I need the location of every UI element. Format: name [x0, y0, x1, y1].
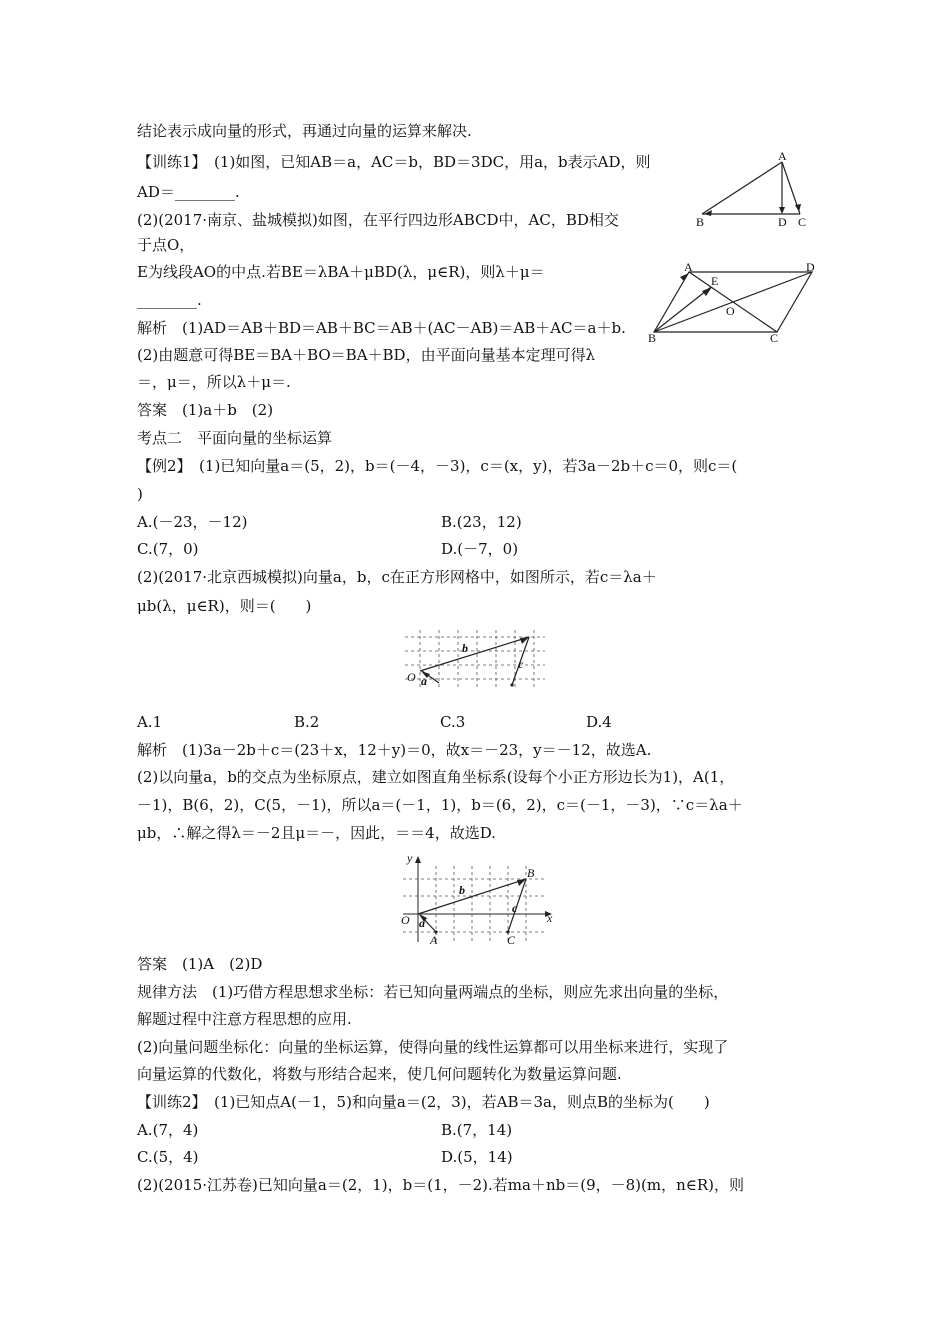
grid-figure — [400, 625, 550, 695]
triangle-figure — [692, 150, 822, 230]
text-line: 【训练2】 (1)已知点A(－1，5)和向量a＝(2，3)，若AB＝3a，则点B的坐标为( ) — [137, 1093, 710, 1111]
text-line: AD＝________. — [137, 183, 240, 201]
point-label: D — [778, 215, 787, 229]
text-line: μb(λ，μ∈R)，则＝( ) — [137, 597, 312, 615]
point-label: B — [527, 866, 535, 880]
vector-label: b — [462, 641, 468, 655]
option-d: D.4 — [586, 713, 612, 731]
option-d: D.(－7，0) — [441, 540, 519, 558]
text-line: (2)由题意可得BE＝BA＋BO＝BA＋BD，由平面向量基本定理可得λ — [137, 346, 596, 364]
text-line: ) — [137, 485, 143, 503]
text-line: 结论表示成向量的形式，再通过向量的运算来解决. — [137, 122, 472, 140]
point-label: O — [726, 304, 735, 318]
section-heading: 考点二 平面向量的坐标运算 — [137, 429, 333, 447]
text-line: 解题过程中注意方程思想的应用. — [137, 1010, 352, 1028]
option-a: A.(－23，－12) — [137, 513, 248, 531]
option-d: D.(5，14) — [441, 1148, 513, 1166]
parallelogram-figure — [644, 260, 824, 348]
option-b: B.(23，12) — [441, 513, 522, 531]
option-c: C.(7，0) — [137, 540, 199, 558]
text-line: E为线段AO的中点.若BE＝λBA＋μBD(λ，μ∈R)，则λ＋μ＝ — [137, 263, 545, 281]
option-a: A.(7，4) — [137, 1121, 199, 1139]
point-label: B — [696, 215, 705, 229]
axis-label: x — [547, 911, 553, 925]
option-b: B.(7，14) — [441, 1121, 513, 1139]
text-line: ＝，μ＝，所以λ＋μ＝. — [137, 373, 291, 391]
text-line: (2)以向量a，b的交点为坐标原点，建立如图直角坐标系(设每个小正方形边长为1)，A(1， — [137, 768, 735, 786]
point-label: C — [798, 215, 807, 229]
point-label: A — [778, 150, 787, 163]
answer-line: 答案 (1)a＋b (2) — [137, 401, 274, 419]
vector-label: a — [421, 674, 427, 688]
text-line: ________. — [137, 291, 202, 309]
text-line: (2)(2017·南京、盐城模拟)如图，在平行四边形ABCD中，AC，BD相交 — [137, 211, 619, 229]
text-line: μb，∴解之得λ＝－2且μ＝－，因此，＝＝4，故选D. — [137, 824, 496, 842]
text-line: 【训练1】 (1)如图，已知AB＝a，AC＝b，BD＝3DC，用a，b表示AD，则 — [137, 153, 651, 171]
point-label: O — [407, 670, 416, 684]
text-line: 向量运算的代数化，将数与形结合起来，使几何问题转化为数量运算问题. — [137, 1065, 622, 1083]
text-line: 于点O， — [137, 236, 195, 254]
text-line: (2)向量问题坐标化：向量的坐标运算，使得向量的线性运算都可以用坐标来进行，实现了 — [137, 1038, 729, 1056]
text-line: 规律方法 (1)巧借方程思想求坐标：若已知向量两端点的坐标，则应先求出向量的坐标， — [137, 983, 729, 1001]
answer-line: 答案 (1)A (2)D — [137, 955, 263, 973]
text-line: (2)(2015·江苏卷)已知向量a＝(2，1)，b＝(1，－2).若ma＋nb＝(9，－8)(m，n∈R)，则 — [137, 1176, 744, 1194]
text-line: 解析 (1)AD＝AB＋BD＝AB＋BC＝AB＋(AC－AB)＝AB＋AC＝a＋b. — [137, 319, 626, 337]
option-b: B.2 — [294, 713, 320, 731]
text-line: (2)(2017·北京西城模拟)向量a，b，c在正方形网格中，如图所示，若c＝λa＋ — [137, 568, 657, 586]
point-label: E — [711, 274, 719, 288]
text-line: 【例2】 (1)已知向量a＝(5，2)，b＝(－4，－3)，c＝(x，y)，若3a－2b＋c＝0，则c＝( — [137, 457, 738, 475]
option-c: C.(5，4) — [137, 1148, 199, 1166]
point-label: A — [684, 260, 693, 274]
vector-label: a — [419, 916, 425, 930]
vector-label: c — [512, 901, 518, 915]
text-line: 解析 (1)3a－2b＋c＝(23＋x，12＋y)＝0，故x＝－23，y＝－12，故选A. — [137, 741, 652, 759]
point-label: B — [648, 331, 657, 345]
point-label: D — [806, 260, 815, 274]
option-c: C.3 — [440, 713, 466, 731]
axis-label: y — [407, 852, 413, 865]
vector-label: c — [518, 657, 524, 671]
option-a: A.1 — [137, 713, 163, 731]
text-line: －1)，B(6，2)，C(5，－1)，所以a＝(－1，1)，b＝(6，2)，c＝(－1，－3)，∵c＝λa＋ — [137, 796, 743, 814]
point-label: O — [401, 913, 410, 927]
point-label: C — [770, 331, 779, 345]
point-label: C — [507, 933, 516, 947]
vector-label: b — [459, 883, 465, 897]
coordinate-grid-figure — [395, 852, 560, 947]
point-label: A — [430, 933, 438, 947]
